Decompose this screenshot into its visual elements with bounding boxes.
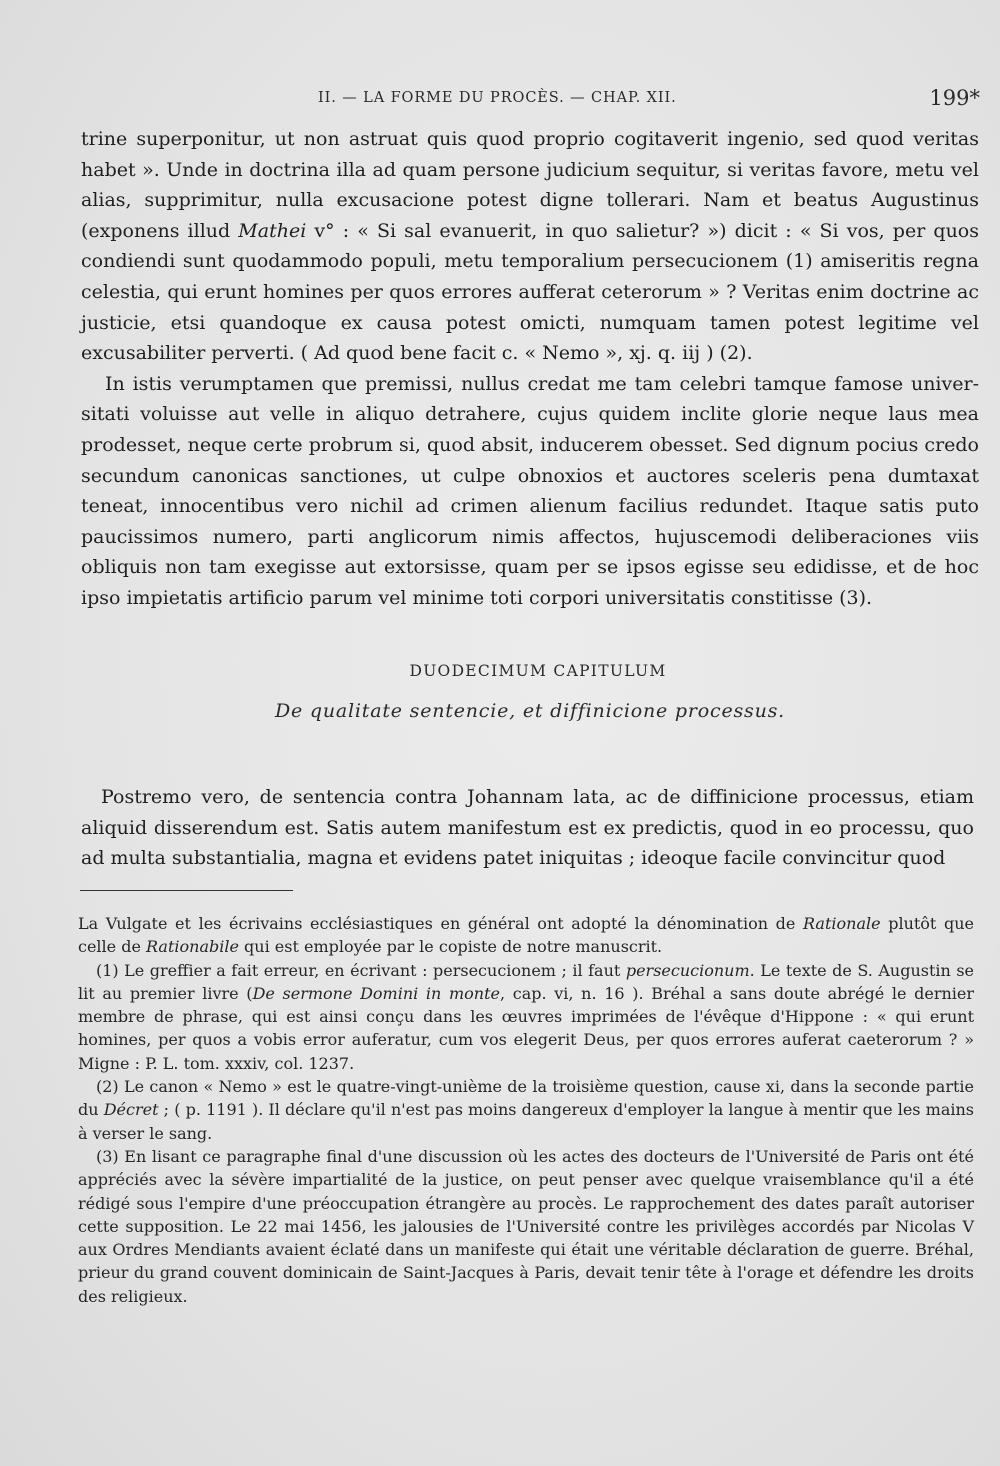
footnote-2-part-1: (2) Le canon « Nemo » est le quatre-vingt-unième de la troisième question, cause xi, dans la seconde partie du bbox=[78, 1077, 974, 1120]
footnote-intro-part-1: La Vulgate et les écrivains ecclésiastiques en général ont adopté la dénomination de bbox=[78, 914, 804, 933]
paragraph-1-part-2: v° : « Si sal evanuerit, in quo salietur? ») dicit : « Si vos, per quos condiendi sunt quodammodo populi, metu temporalium persecucionem (1) amiseritis regna celestia, qui erunt homines per quos errores aufferat ceterorum » ? Veritas enim doctrine ac justicie, etsi quandoque ex causa potest omicti, numquam tamen potest legitime vel excusabiliter perverti. ( Ad quod bene facit c. « Nemo », xj. q. iij ) (2). bbox=[81, 219, 979, 365]
footnote-2 bbox=[78, 1075, 974, 1145]
running-head-title: II. — LA FORME DU PROCÈS. — CHAP. XII. bbox=[318, 90, 677, 106]
footnote-intro-italic-1: Rationale bbox=[803, 914, 881, 933]
chapter-text bbox=[81, 782, 974, 874]
footnote-1-part-1: (1) Le greffier a fait erreur, en écrivant : persecucionem ; il faut bbox=[96, 960, 626, 980]
footnote-1-part-2: . Le texte de S. Augustin se lit au premier livre ( bbox=[78, 960, 974, 1003]
chapter-subtitle: De qualitate sentencie, et diffinicione processus. bbox=[274, 700, 786, 722]
footnote-intro-italic-2: Rationabile bbox=[146, 937, 239, 957]
footnote-2-italic: Décret bbox=[103, 1100, 159, 1120]
footnote-1-italic-2: De sermone Domini in monte bbox=[252, 983, 501, 1003]
page-number: 199* bbox=[929, 86, 980, 110]
paragraph-1-italic-mathei: Mathei bbox=[238, 219, 307, 242]
paragraph-1-part-1: trine superponitur, ut non astruat quis quod proprio cogitaverit ingenio, sed quod veritas habet ». Unde in doctrina illa ad quam persone judicium sequitur, si veritas favore, metu vel alias, supprimitur, nulla excusacione potest digne tollerari. Nam et beatus Augustinus (exponens illud bbox=[81, 128, 979, 242]
footnote-1-italic-1: persecucionum bbox=[625, 960, 750, 980]
main-text bbox=[81, 124, 979, 614]
chapter-title: DUODECIMUM CAPITULUM bbox=[409, 662, 667, 680]
footnote-intro-part-2: plutôt que celle de bbox=[78, 914, 975, 957]
running-head bbox=[0, 86, 1000, 116]
footnote-divider bbox=[80, 890, 293, 891]
footnote-1 bbox=[78, 959, 974, 1075]
chapter-paragraph-1: Postremo vero, de sentencia contra Johannam lata, ac de diffinicione processus, etiam aliquid disserendum est. Satis autem manifestum est ex predictis, quod in eo processu, quo ad multa substantialia, magna et evidens patet iniquitas ; ideoque facile convincitur quod bbox=[81, 786, 974, 870]
footnote-intro-part-3: qui est employée par le copiste de notre manuscrit. bbox=[238, 937, 663, 957]
footnote-3: (3) En lisant ce paragraphe final d'une discussion où les actes des docteurs de l'Université de Paris ont été appréciés avec la sévère impartialité de la justice, on peut penser avec quelque vraisemblance qu'il a été rédigé sous l'empire d'une préoccupation étrangère au procès. Le rapprochement des dates paraît autoriser cette supposition. Le 22 mai 1456, les jalousies de l'Université contre les privilèges accordés par Nicolas V aux Ordres Mendiants avaient éclaté dans un manifeste qui était une véritable déclaration de guerre. Bréhal, prieur du grand couvent dominicain de Saint-Jacques à Paris, devait tenir tête à l'orage et défendre les droits des religieux. bbox=[78, 1146, 974, 1306]
paragraph-2: In istis verumptamen que premissi, nullus credat me tam celebri tamque famose universitati voluisse aut velle in aliquo detrahere, cujus quidem inclite glorie neque laus mea prodesset, neque certe probrum si, quod absit, inducerem obesset. Sed dignum pocius credo secundum canonicas sanctiones, ut culpe obnoxios et auctores sceleris pena dumtaxat teneat, innocentibus vero nichil ad crimen alienum facilius redundet. Itaque satis puto paucissimos numero, parti anglicorum nimis affectos, hujuscemodi deliberaciones viis obliquis non tam exegisse aut extorsisse, quam per se ipsos egisse seu edidisse, et de hoc ipso impietatis artificio parum vel minime toti corpori universitatis constitisse (3). bbox=[81, 372, 979, 609]
paragraph-1 bbox=[81, 124, 979, 369]
footnote-1-part-3: , cap. vi, n. 16 ). Bréhal a sans doute abrégé le dernier membre de phrase, qui est ainsi conçu dans les œuvres imprimées de l'évêque d'Hippone : « qui erunt homines, per quos a vobis error auferatur, cum vos elegerit Deus, per quos errores auferat caeterorum ? » Migne : P. L. tom. xxxiv, col. 1237. bbox=[78, 983, 975, 1073]
footnote-2-part-2: ; ( p. 1191 ). Il déclare qu'il n'est pas moins dangereux d'employer la langue à mentir que les mains à verser le sang. bbox=[78, 1100, 974, 1143]
footnote-intro bbox=[78, 912, 974, 959]
footnotes bbox=[78, 912, 974, 1308]
